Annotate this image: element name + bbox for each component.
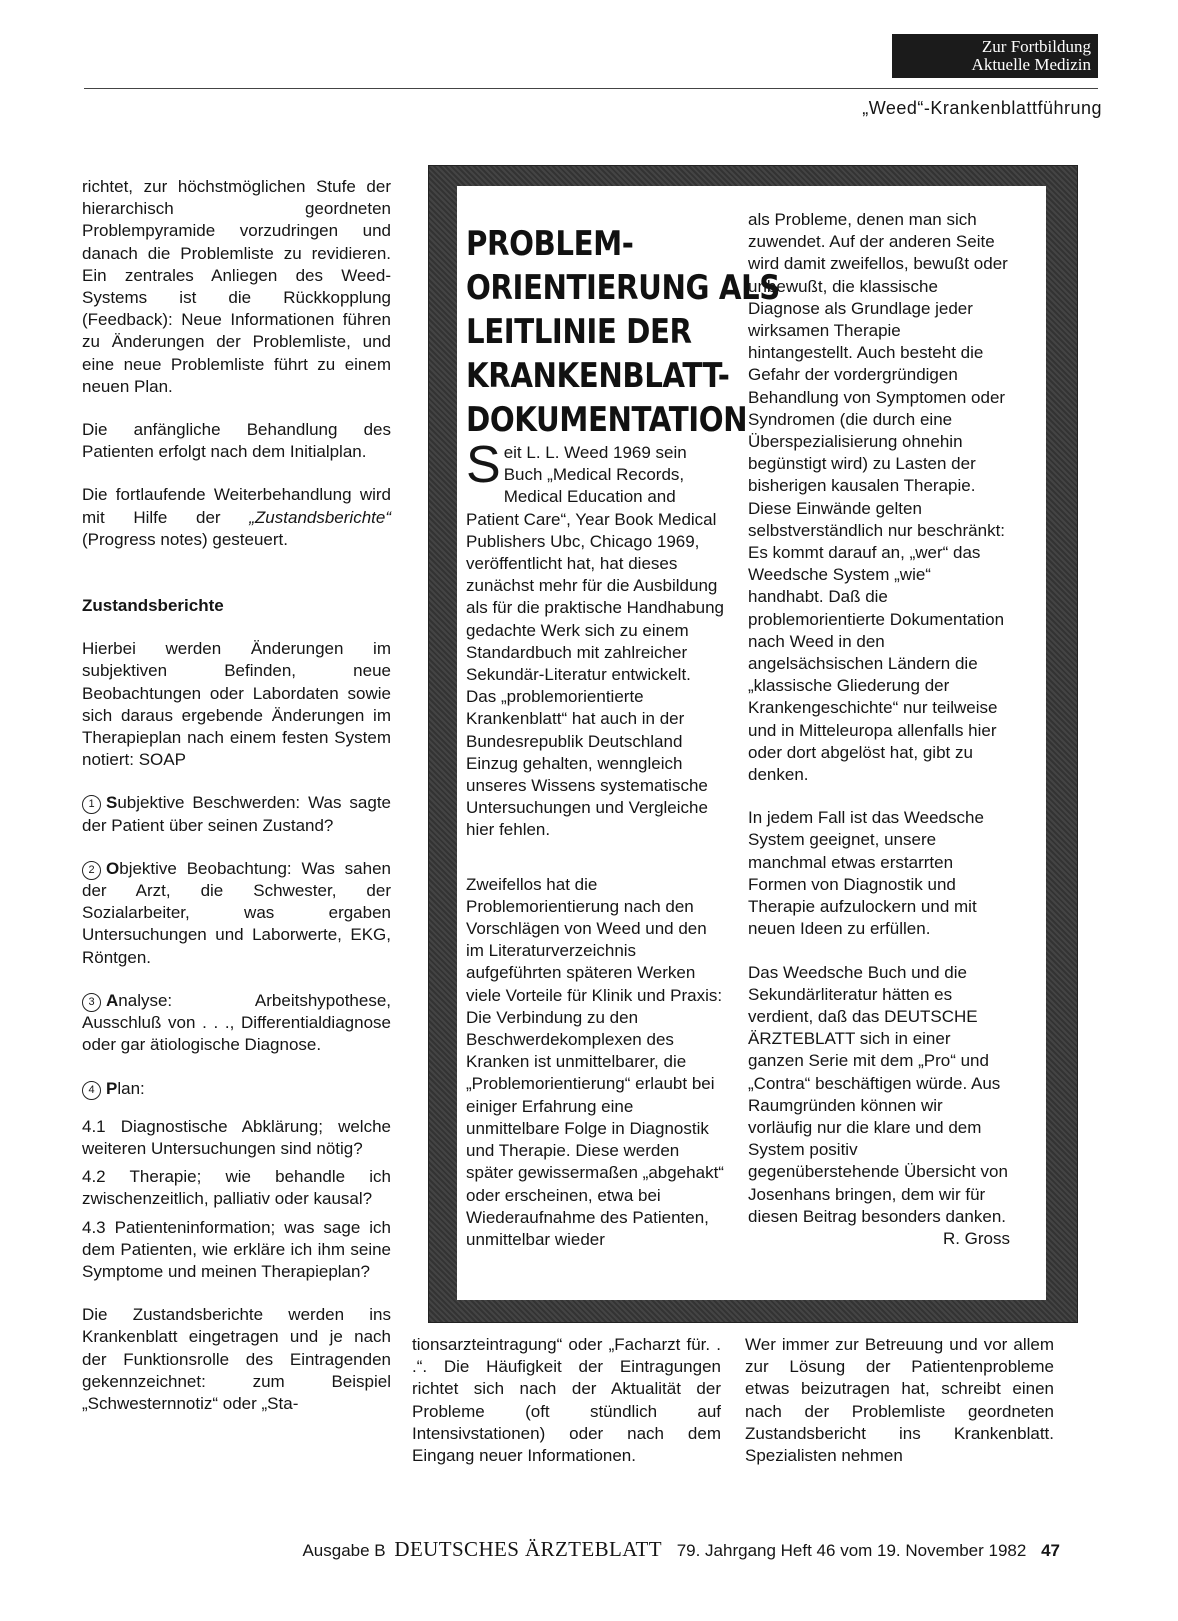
- plan-subitem: 4.3 Patienteninformation; was sage ich dem Patienten, wie erkläre ich ihm seine Symptome und meinen Therapieplan?: [82, 1217, 391, 1281]
- paragraph: richtet, zur höchstmöglichen Stufe der hierarchisch geordneten Problempyramide vorzudringen und danach die Problemliste zu revidieren. Ein zentrales Anliegen des Weed-Systems ist die Rückkopplung (Feedback): Neue Informationen führen zu Änderungen der Problemliste, und eine neue Problemliste führt zu einem neuen Plan.: [82, 177, 391, 396]
- number-circle: 3: [82, 993, 101, 1012]
- emphasis: „Zustandsberichte“: [249, 507, 391, 527]
- issue-info: 79. Jahrgang Heft 46 vom 19. November 1982: [676, 1541, 1027, 1560]
- author-signature: R. Gross: [942, 1228, 1010, 1248]
- number-circle: 2: [82, 861, 101, 880]
- drop-cap: S: [466, 436, 501, 494]
- box-headline: PROBLEM- ORIENTIERUNG ALS LEITLINIE DER KRANKENBLATT- DOKUMENTATION: [466, 224, 780, 440]
- number-circle: 4: [82, 1081, 101, 1100]
- number-circle: 1: [82, 795, 101, 814]
- paragraph: Hierbei werden Änderungen im subjektiven Befinden, neue Beobachtungen oder Labordaten sowie sich daraus ergebende Änderungen im Therapieplan nach einem festen System notiert: SOAP: [82, 639, 391, 770]
- section-label-2: Aktuelle Medizin: [971, 55, 1091, 74]
- paragraph: In jedem Fall ist das Weedsche System geeignet, unsere manchmal etwas erstarrten Formen von Diagnostik und Therapie aufzulockern und mit neuen Ideen zu erfüllen.: [748, 808, 984, 939]
- soap-item: 4 Plan:: [82, 1078, 391, 1100]
- page-footer: [0, 1537, 1060, 1562]
- soap-item: 3 Analyse: Arbeitshypothese, Ausschluß von . . ., Differentialdiagnose oder gar ätiologische Diagnose.: [82, 990, 391, 1055]
- paragraph: Die Zustandsberichte werden ins Krankenblatt eingetragen und je nach der Funktionsrolle des Eintragenden gekennzeichnet: zum Beispiel „Schwesternnotiz“ oder „Sta-: [82, 1305, 391, 1413]
- left-column: [82, 176, 391, 1436]
- running-title: „Weed“-Krankenblattführung: [862, 98, 1102, 118]
- paragraph: Die anfängliche Behandlung des Patienten erfolgt nach dem Initialplan.: [82, 420, 391, 462]
- box-column-right: [748, 209, 1010, 1250]
- header-rule: [84, 88, 1098, 89]
- edition-label: Ausgabe B: [302, 1541, 386, 1560]
- section-label-1: Zur Fortbildung: [981, 37, 1091, 56]
- plan-subitem: 4.1 Diagnostische Abklärung; welche weiteren Untersuchungen sind nötig?: [82, 1116, 391, 1158]
- paragraph: als Probleme, denen man sich zuwendet. Auf der anderen Seite wird damit zweifellos, bewußt oder unbewußt, die klassische Diagnose als Grundlage jeder wirksamen Therapie hintangestellt. Auch besteht die Gefahr der vordergründigen Behandlung von Symptomen oder Syndromen (die durch eine Überspezialisierung ohnehin begünstigt wird) zu Lasten der bisherigen kausalen Therapie. Diese Einwände gelten selbstverständlich nur beschränkt: Es kommt darauf an, „wer“ das Weedsche System „wie“ handhabt. Daß die problemorientierte Dokumentation nach Weed in den angelsächsischen Ländern die „klassische Gliederung der Krankengeschichte“ nur teilweise und in Mitteleuropa allenfalls hier oder dort abgelöst hat, gibt zu denken.: [748, 210, 1008, 785]
- box-column-left: [466, 436, 724, 1272]
- plan-subitem: 4.2 Therapie; wie behandle ich zwischenzeitlich, palliativ oder kausal?: [82, 1167, 391, 1209]
- paragraph: Zweifellos hat die Problemorientierung nach den Vorschlägen von Weed und den im Literaturverzeichnis aufgeführten späteren Werken viele Vorteile für Klinik und Praxis: Die Verbindung zu den Beschwerdekomplexen des Kranken ist unmittelbarer, die „Problemorientierung“ erlaubt bei einiger Erfahrung eine unmittelbare Folge in Diagnostik und Therapie. Diese werden später gewissermaßen „abgehakt“ oder erscheinen, etwa bei Wiederaufnahme des Patienten, unmittelbar wieder: [466, 874, 724, 1249]
- bottom-column-middle: tionsarzteintragung“ oder „Facharzt für. . .“. Die Häufigkeit der Eintragungen richtet sich nach der Aktualität der Probleme (oft stündlich auf Intensivstationen) oder nach dem Eingang neuer Informationen.: [412, 1335, 721, 1466]
- soap-item: 1 Subjektive Beschwerden: Was sagte der Patient über seinen Zustand?: [82, 793, 391, 835]
- masthead: DEUTSCHES ÄRZTEBLATT: [394, 1537, 662, 1561]
- paragraph: Die fortlaufende Weiterbehandlung wird mit Hilfe der „Zustandsberichte“ (Progress notes) gesteuert.: [82, 485, 391, 549]
- section-badge: [892, 34, 1098, 78]
- bottom-column-right: Wer immer zur Betreuung und vor allem zur Lösung der Patientenprobleme etwas beizutragen hat, schreibt einen nach der Problemliste geordneten Zustandsbericht ins Krankenblatt. Spezialisten nehmen: [745, 1335, 1054, 1466]
- paragraph: Das Weedsche Buch und die Sekundärliteratur hätten es verdient, daß das DEUTSCHE ÄRZTEBLATT sich in einer ganzen Serie mit dem „Pro“ und „Contra“ beschäftigen würde. Aus Raumgründen können wir vorläufig nur die klare und dem System positiv gegenüberstehende Übersicht von Josenhans bringen, dem wir für diesen Beitrag besonders danken. R. Gross: [748, 962, 1010, 1228]
- soap-item: 2 Objektive Beobachtung: Was sahen der Arzt, die Schwester, der Sozialarbeiter, was ergaben Untersuchungen und Laborwerte, EKG, Röntgen.: [82, 858, 391, 967]
- section-subheading: Zustandsberichte: [82, 596, 224, 616]
- paragraph: Seit L. L. Weed 1969 sein Buch „Medical Records, Medical Education and Patient Care“, Year Book Medical Publishers Ubc, Chicago 1969, veröffentlicht hat, hat dieses zunächst mehr für die Ausbildung als für die praktische Handhabung gedachte Werk sich zu einem Standardbuch mit zahlreicher Sekundär-Literatur entwickelt. Das „problemorientierte Krankenblatt“ hat auch in der Bundesrepublik Deutschland Einzug gehalten, wenngleich unseres Wissens systematische Untersuchungen und Vergleiche hier fehlen.: [466, 436, 724, 840]
- page-number: 47: [1041, 1541, 1060, 1560]
